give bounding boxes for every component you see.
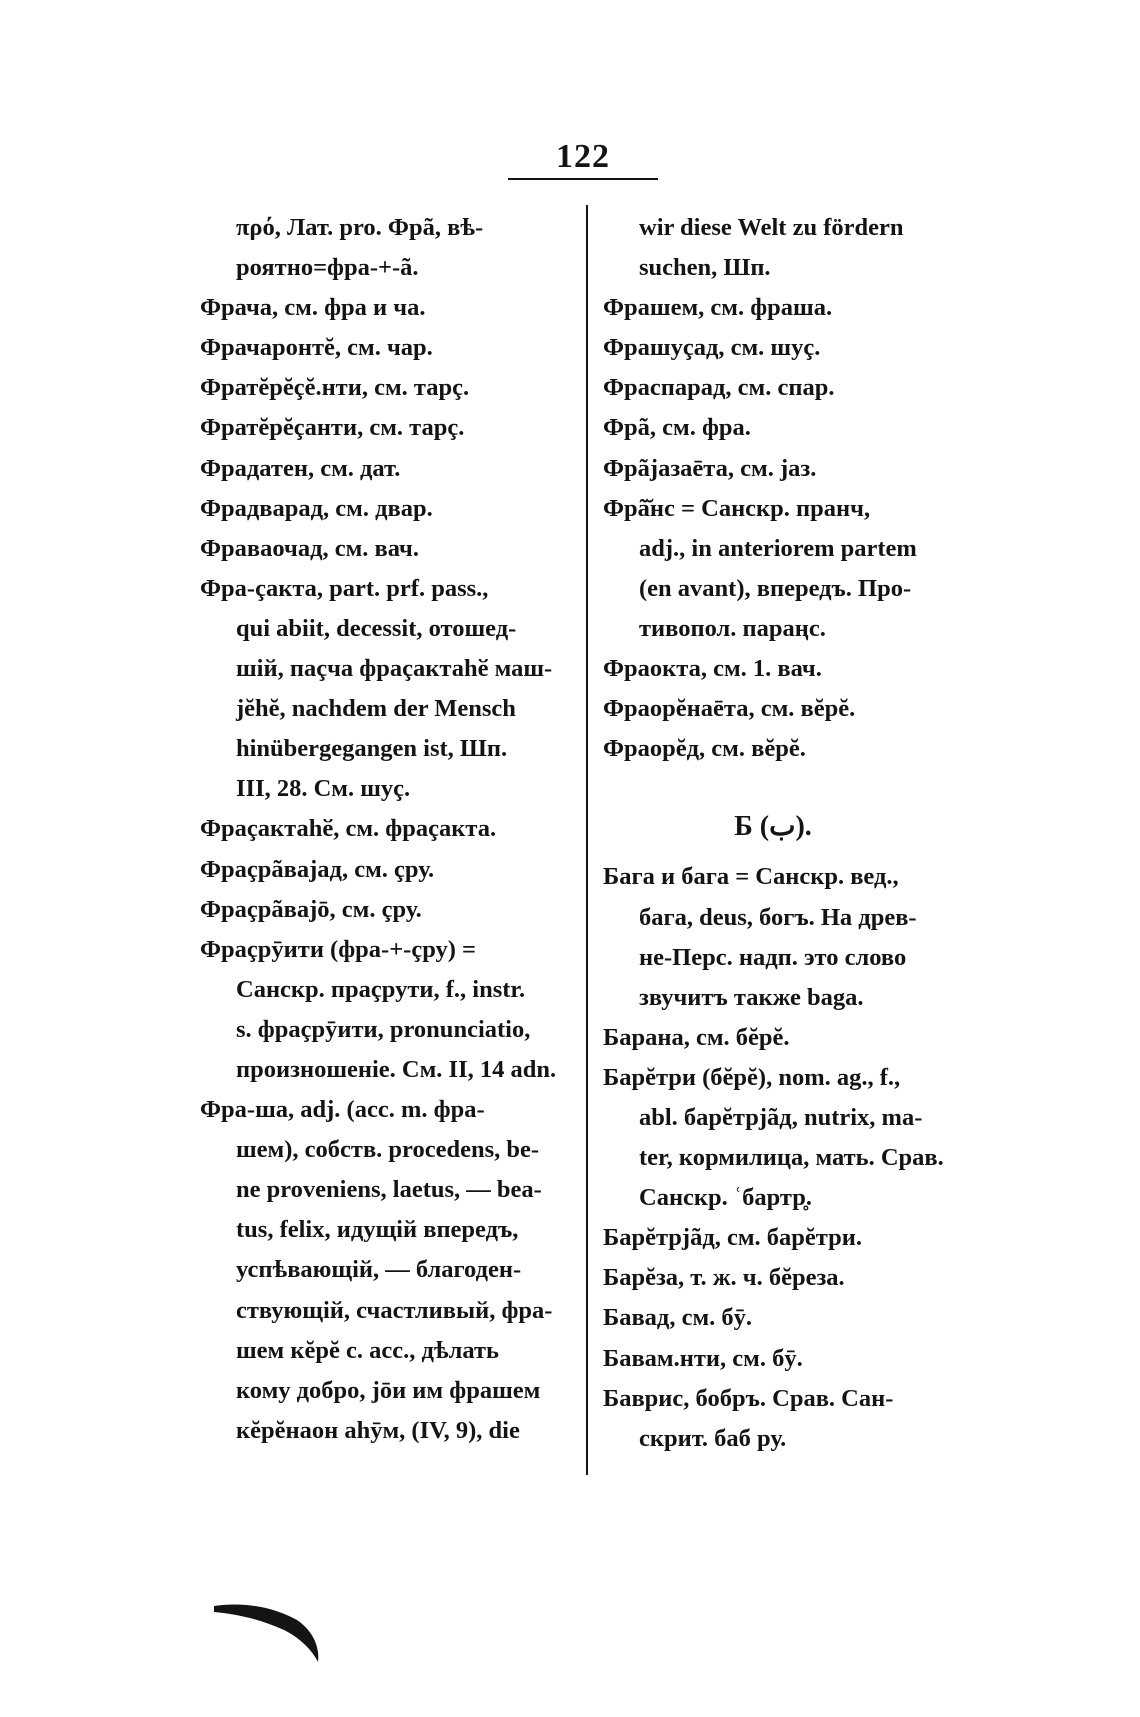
text-line: Фрача, см. фра и ча. <box>200 294 426 322</box>
column-divider <box>586 205 588 1475</box>
text-line: ne proveniens, laetus, — bea- <box>236 1176 542 1204</box>
text-line: кому добро, jōи им фрашем <box>236 1376 541 1404</box>
text-line: Фраçрӯити (фра-+-çру) = <box>200 935 476 963</box>
text-line: Бавpис, бобръ. Срав. Сан- <box>603 1384 894 1412</box>
text-line: hinübergegangen ist, Шп. <box>236 735 508 763</box>
header-rule <box>508 178 658 180</box>
text-line: Бавад, см. бӯ. <box>603 1304 753 1332</box>
text-line: tus, felix, идущій впередъ, <box>236 1216 519 1244</box>
text-line: Фратĕрĕçĕ.нти, см. тарç. <box>200 374 470 402</box>
text-line: шій, паçча фраçактаhӗ маш- <box>236 655 553 683</box>
text-line: ствующій, счастливый, фра- <box>236 1296 553 1324</box>
text-line: Фраокта, см. 1. вач. <box>603 655 822 683</box>
page-number: 122 <box>556 138 610 175</box>
text-line: Фраорĕд, см. вĕрĕ. <box>603 735 806 763</box>
text-line: Барĕтри (бĕрĕ), nom. ag., f., <box>603 1063 901 1091</box>
text-line: Фра-çакта, part. prf. pass., <box>200 574 489 602</box>
text-line: скрит. баб ру. <box>639 1424 787 1452</box>
text-line: Санскр. праçрути, f., instr. <box>236 975 526 1003</box>
text-line: Фраваочад, см. вач. <box>200 534 419 562</box>
text-line: шем кĕрĕ c. acc., дѣлать <box>236 1336 499 1364</box>
text-line: роятно=фра-+-ã. <box>236 254 419 282</box>
right-column-bottom-entries <box>603 857 1003 1458</box>
text-line: успѣвающій, — благоден- <box>236 1256 522 1284</box>
page-smudge-mark <box>212 1598 322 1666</box>
text-line: (en avant), впередъ. Про- <box>639 574 912 602</box>
text-line: s. фраçрӯити, pronunciatio, <box>236 1015 531 1043</box>
text-line: бага, deus, богъ. На древ- <box>639 903 917 931</box>
text-line: Бавам.нти, см. бӯ. <box>603 1344 803 1372</box>
text-line: произношеніе. См. II, 14 adn. <box>236 1055 557 1083</box>
text-line: Барана, см. бĕрĕ. <box>603 1023 790 1051</box>
text-line: qui abiit, decessit, отошед- <box>236 614 517 642</box>
text-line: Фраспарад, см. спар. <box>603 374 835 402</box>
text-line: Фраорĕнаēта, см. вĕрĕ. <box>603 695 856 723</box>
section-heading: Б (ب). <box>734 811 812 843</box>
text-line: adj., in anteriorem partem <box>639 534 917 562</box>
text-line: wir diese Welt zu fördern <box>639 214 904 241</box>
text-line: Фрачаронтĕ, см. чар. <box>200 334 433 362</box>
text-line: Барĕза, т. ж. ч. бĕреза. <box>603 1264 845 1292</box>
text-line: Фрã̆нс = Санскр. пранч, <box>603 494 871 522</box>
text-line: звучитъ также baga. <box>639 983 864 1011</box>
text-line: кĕрĕнаон аhӯм, (IV, 9), die <box>236 1416 520 1444</box>
text-line: Фрадварад, см. двар. <box>200 494 433 522</box>
text-line: Фрашуçад, см. шуç. <box>603 334 821 362</box>
text-line: Фрã, см. фра. <box>603 414 751 442</box>
text-line: Фраçрãвајад, см. çру. <box>200 855 435 883</box>
text-line: тивопол. параңс. <box>639 614 826 642</box>
text-line: не-Перс. надп. это слово <box>639 943 907 971</box>
text-line: Фраçрãвајō, см. çру. <box>200 895 422 923</box>
text-line: suchen, Шп. <box>639 254 771 282</box>
text-line: Санскр. ʿбартр̥. <box>639 1184 812 1212</box>
text-line: Барĕтрјãд, см. барĕтри. <box>603 1224 862 1252</box>
text-line: шем), собств. procedens, be- <box>236 1136 540 1164</box>
text-line: Фрãјазаēта, см. jaз. <box>603 454 817 482</box>
right-column <box>603 208 1003 1459</box>
text-line: Фраçактаhӗ, см. фраçакта. <box>200 815 497 843</box>
text-line: πρό, Лат. pro. Фрã, вѣ- <box>236 214 484 241</box>
text-line: Фратĕрĕçанти, см. тарç. <box>200 414 465 442</box>
text-line: abl. барĕтрјãд, nutrix, ma- <box>639 1103 923 1131</box>
text-line: Фрадатен, см. дат. <box>200 454 401 482</box>
text-line: III, 28. См. шуç. <box>236 775 411 803</box>
right-column-top-entries <box>603 208 1003 769</box>
text-line: jĕhĕ, nachdem der Mensch <box>236 695 516 723</box>
left-column <box>200 208 600 1451</box>
text-line: ter, кормилица, мать. Срав. <box>639 1144 944 1172</box>
text-line: Фра-ша, adj. (acc. m. фра- <box>200 1096 485 1124</box>
text-line: Фрашем, см. фраша. <box>603 294 833 322</box>
text-line: Бага и бага = Санскр. вед., <box>603 863 899 891</box>
